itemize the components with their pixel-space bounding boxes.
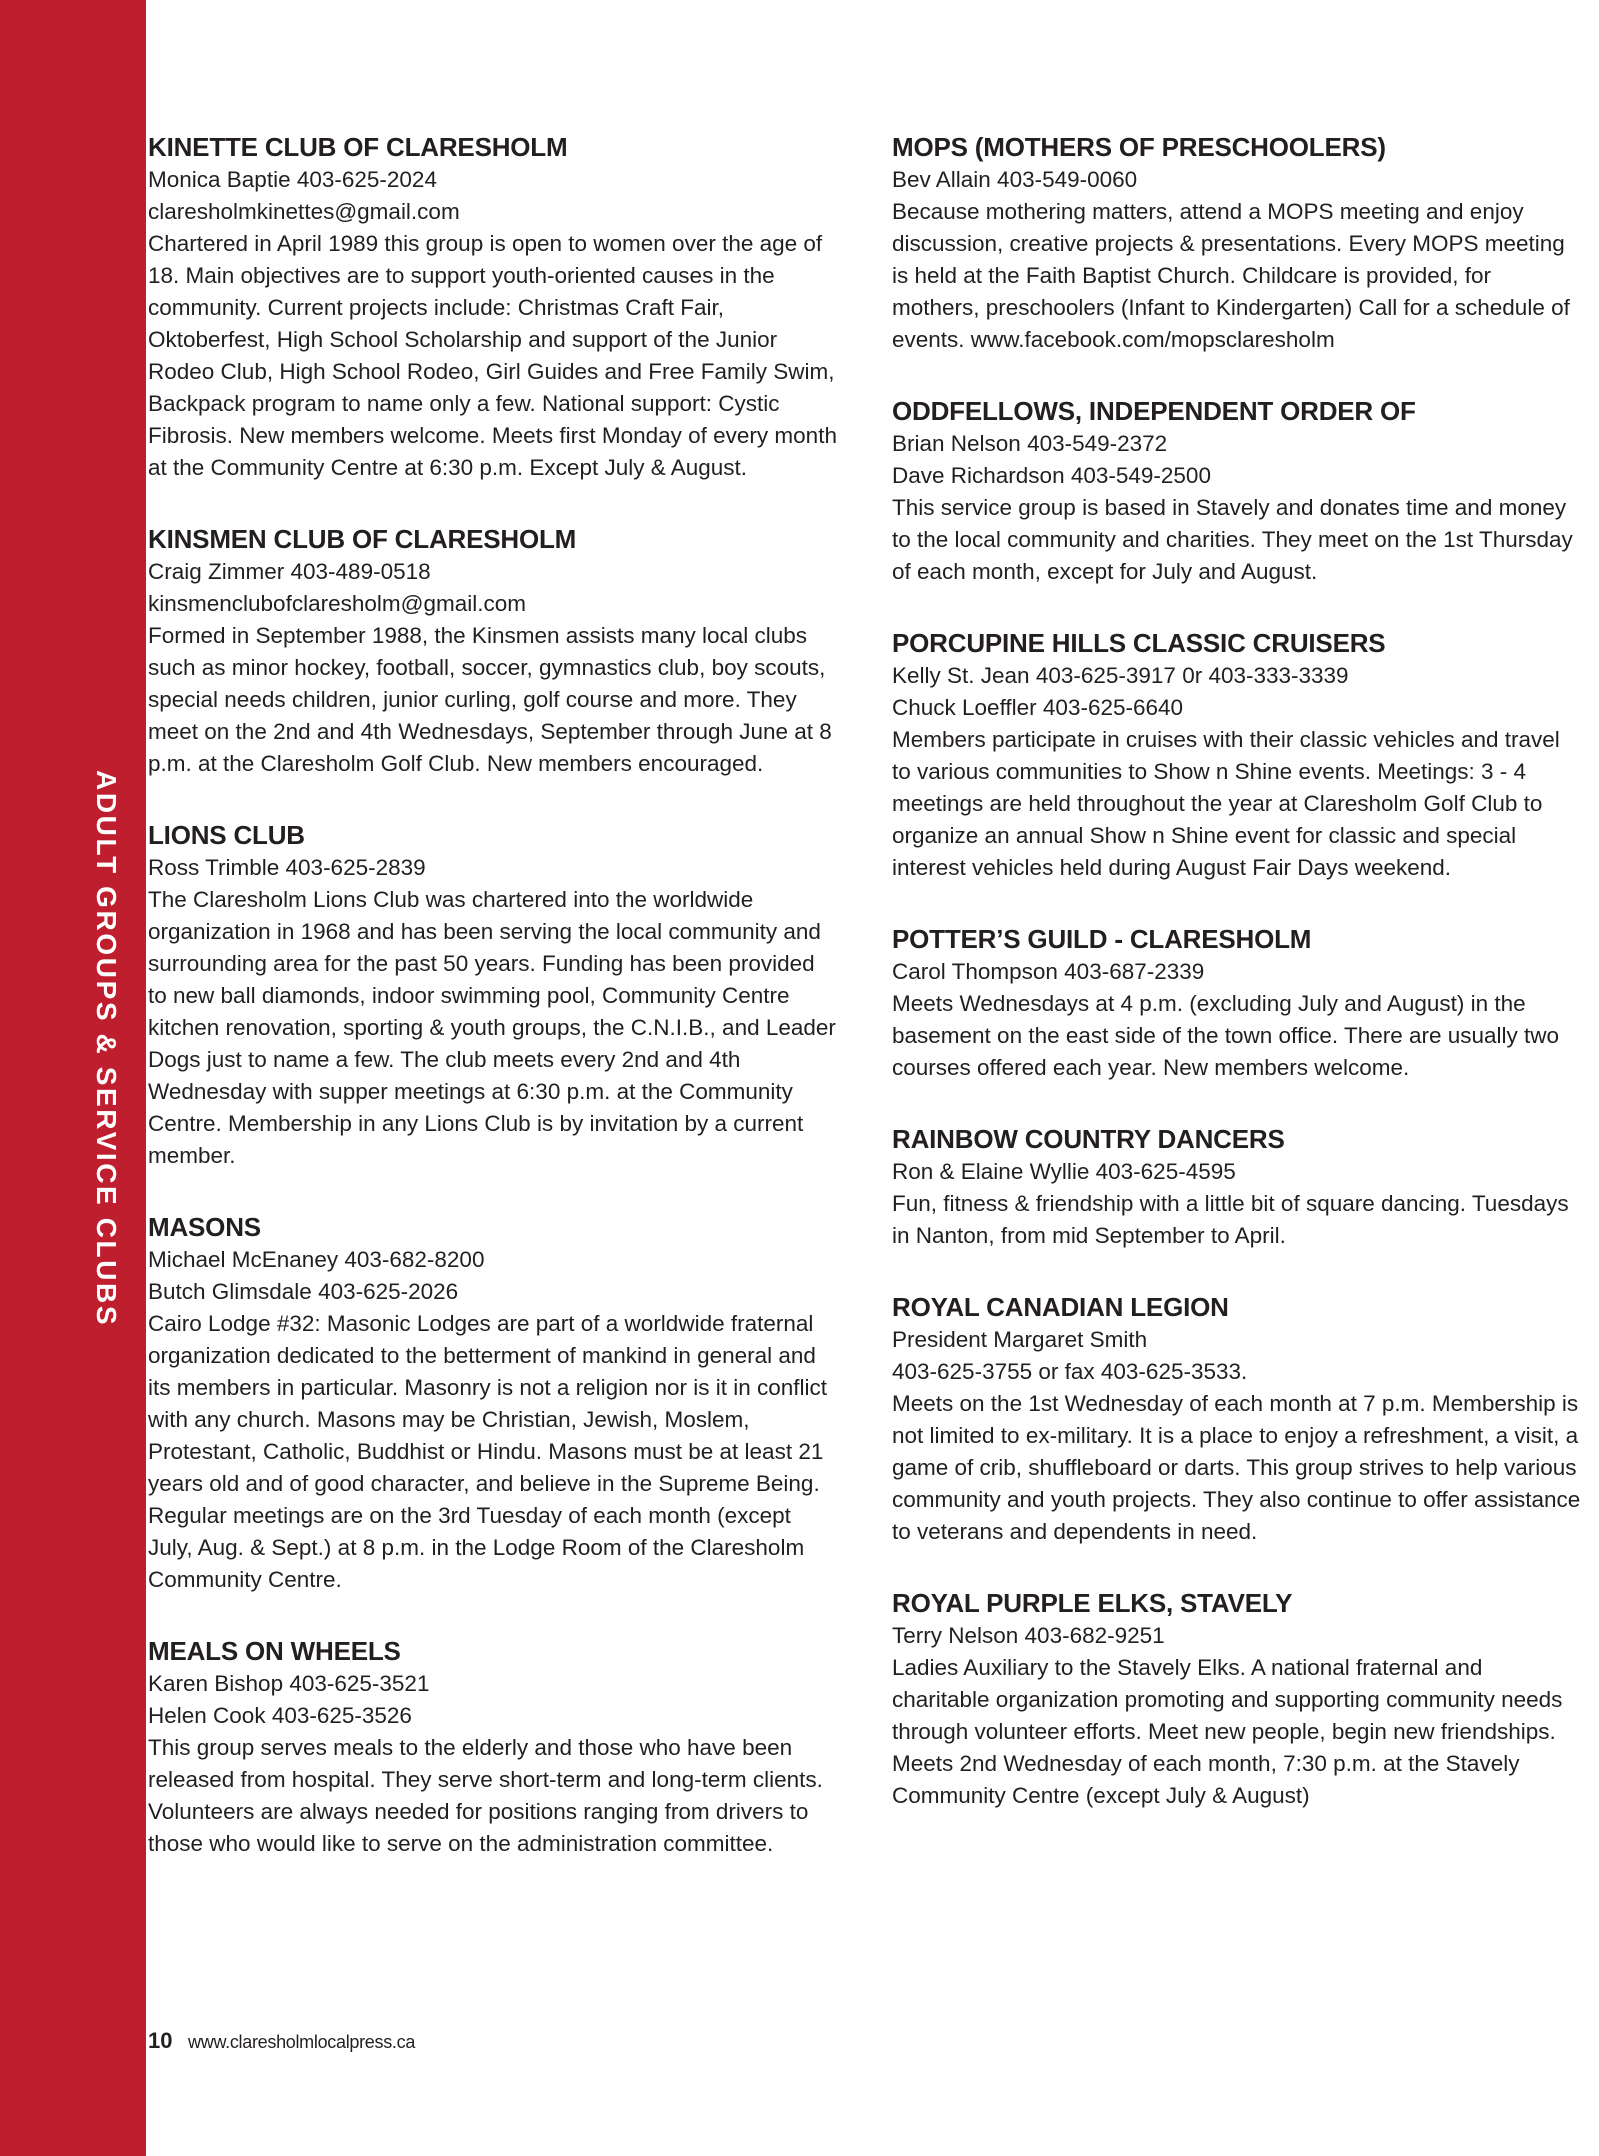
contact-line: Carol Thompson 403-687-2339: [892, 959, 1205, 984]
club-entry: [892, 1122, 1582, 1252]
club-title: KINETTE CLUB OF CLARESHOLM: [148, 132, 568, 162]
contact-line: Brian Nelson 403-549-2372: [892, 431, 1168, 456]
footer-url: www.claresholmlocalpress.ca: [188, 2032, 416, 2052]
club-title: MOPS (MOTHERS OF PRESCHOOLERS): [892, 132, 1386, 162]
club-entry: [892, 130, 1582, 356]
contact-line: Craig Zimmer 403-489-0518: [148, 559, 431, 584]
contact-line: Helen Cook 403-625-3526: [148, 1703, 412, 1728]
club-description: Cairo Lodge #32: Masonic Lodges are part of a worldwide fraternal organization dedicated to the betterment of mankind in general and its members in particular. Masonry is not a religion nor is it in conflict with any church. Masons may be Christian, Jewish, Moslem, Protestant, Catholic, Buddhist or Hindu. Masons must be at least 21 years old and of good character, and believe in the Supreme Being. Regular meetings are on the 3rd Tuesday of each month (except July, Aug. & Sept.) at 8 p.m. in the Lodge Room of the Claresholm Community Centre.: [148, 1311, 828, 1592]
contact-line: Bev Allain 403-549-0060: [892, 167, 1138, 192]
club-title: POTTER’S GUILD - CLARESHOLM: [892, 924, 1312, 954]
club-description: Members participate in cruises with their classic vehicles and travel to various communities to Show n Shine events. Meetings: 3 - 4 meetings are held throughout the year at Claresholm Golf Club to organize an annual Show n Shine event for classic and special interest vehicles held during August Fair Days weekend.: [892, 727, 1560, 880]
club-title: MEALS ON WHEELS: [148, 1636, 401, 1666]
contact-line: President Margaret Smith: [892, 1327, 1148, 1352]
club-title: RAINBOW COUNTRY DANCERS: [892, 1124, 1285, 1154]
club-description: This group serves meals to the elderly and those who have been released from hospital. They serve short-term and long-term clients. Volunteers are always needed for positions ranging from drivers to those who would like to serve on the administration committee.: [148, 1735, 823, 1856]
club-description: Chartered in April 1989 this group is open to women over the age of 18. Main objectives are to support youth-oriented causes in the community. Current projects include: Christmas Craft Fair, Oktoberfest, High School Scholarship and support of the Junior Rodeo Club, High School Rodeo, Girl Guides and Free Family Swim, Backpack program to name only a few. National support: Cystic Fibrosis. New members welcome. Meets first Monday of every month at the Community Centre at 6:30 p.m. Except July & August.: [148, 231, 837, 480]
club-entry: [148, 522, 838, 780]
contact-line: Dave Richardson 403-549-2500: [892, 463, 1211, 488]
contact-line: Karen Bishop 403-625-3521: [148, 1671, 430, 1696]
club-title: KINSMEN CLUB OF CLARESHOLM: [148, 524, 577, 554]
contact-line: Ross Trimble 403-625-2839: [148, 855, 426, 880]
club-entry: [892, 394, 1582, 588]
club-title: MASONS: [148, 1212, 261, 1242]
section-sidebar: [0, 0, 146, 2156]
page-footer: [148, 2026, 415, 2057]
contact-line: Ron & Elaine Wyllie 403-625-4595: [892, 1159, 1236, 1184]
club-title: ROYAL CANADIAN LEGION: [892, 1292, 1229, 1322]
page-number: 10: [148, 2028, 173, 2053]
contact-line: Chuck Loeffler 403-625-6640: [892, 695, 1184, 720]
club-description: Meets Wednesdays at 4 p.m. (excluding July and August) in the basement on the east side of the town office. There are usually two courses offered each year. New members welcome.: [892, 991, 1560, 1080]
club-entry: [892, 1290, 1582, 1548]
club-description: Fun, fitness & friendship with a little bit of square dancing. Tuesdays in Nanton, from mid September to April.: [892, 1191, 1569, 1248]
contact-line: Monica Baptie 403-625-2024: [148, 167, 437, 192]
contact-line: Kelly St. Jean 403-625-3917 0r 403-333-3339: [892, 663, 1349, 688]
club-entry: [148, 818, 838, 1172]
club-entry: [892, 922, 1582, 1084]
club-description: Ladies Auxiliary to the Stavely Elks. A national fraternal and charitable organization promoting and supporting community needs through volunteer efforts. Meet new people, begin new friendships. Meets 2nd Wednesday of each month, 7:30 p.m. at the Stavely Community Centre (except July & August): [892, 1655, 1563, 1808]
contact-line: 403-625-3755 or fax 403-625-3533.: [892, 1359, 1248, 1384]
club-description: Meets on the 1st Wednesday of each month at 7 p.m. Membership is not limited to ex-military. It is a place to enjoy a refreshment, a visit, a game of crib, shuffleboard or darts. This group strives to help various community and youth projects. They also continue to offer assistance to veterans and dependents in need.: [892, 1391, 1581, 1544]
club-entry: [148, 130, 838, 484]
contact-line: Butch Glimsdale 403-625-2026: [148, 1279, 459, 1304]
club-entry: [892, 1586, 1582, 1812]
club-description: Because mothering matters, attend a MOPS meeting and enjoy discussion, creative projects & presentations. Every MOPS meeting is held at the Faith Baptist Church. Childcare is provided, for mothers, preschoolers (Infant to Kindergarten) Call for a schedule of events. www.facebook.com/mopsclaresholm: [892, 199, 1570, 352]
club-title: ODDFELLOWS, INDEPENDENT ORDER OF: [892, 396, 1416, 426]
left-column: [148, 130, 838, 1898]
contact-email: claresholmkinettes@gmail.com: [148, 199, 460, 224]
club-description: The Claresholm Lions Club was chartered into the worldwide organization in 1968 and has been serving the local community and surrounding area for the past 50 years. Funding has been provided to new ball diamonds, indoor swimming pool, Community Centre kitchen renovation, sporting & youth groups, the C.N.I.B., and Leader Dogs just to name a few. The club meets every 2nd and 4th Wednesday with supper meetings at 6:30 p.m. at the Community Centre. Membership in any Lions Club is by invitation by a current member.: [148, 887, 836, 1168]
club-title: LIONS CLUB: [148, 820, 305, 850]
contact-line: Michael McEnaney 403-682-8200: [148, 1247, 485, 1272]
club-entry: [148, 1634, 838, 1860]
club-title: PORCUPINE HILLS CLASSIC CRUISERS: [892, 628, 1386, 658]
contact-line: Terry Nelson 403-682-9251: [892, 1623, 1165, 1648]
contact-email: kinsmenclubofclaresholm@gmail.com: [148, 591, 526, 616]
club-description: Formed in September 1988, the Kinsmen assists many local clubs such as minor hockey, football, soccer, gymnastics club, boy scouts, special needs children, junior curling, golf course and more. They meet on the 2nd and 4th Wednesdays, September through June at 8 p.m. at the Claresholm Golf Club. New members encouraged.: [148, 623, 832, 776]
club-entry: [892, 626, 1582, 884]
section-label: ADULT GROUPS & SERVICE CLUBS: [91, 770, 122, 1328]
right-column: [892, 130, 1582, 1850]
club-description: This service group is based in Stavely and donates time and money to the local community and charities. They meet on the 1st Thursday of each month, except for July and August.: [892, 495, 1573, 584]
club-title: ROYAL PURPLE ELKS, STAVELY: [892, 1588, 1293, 1618]
club-entry: [148, 1210, 838, 1596]
